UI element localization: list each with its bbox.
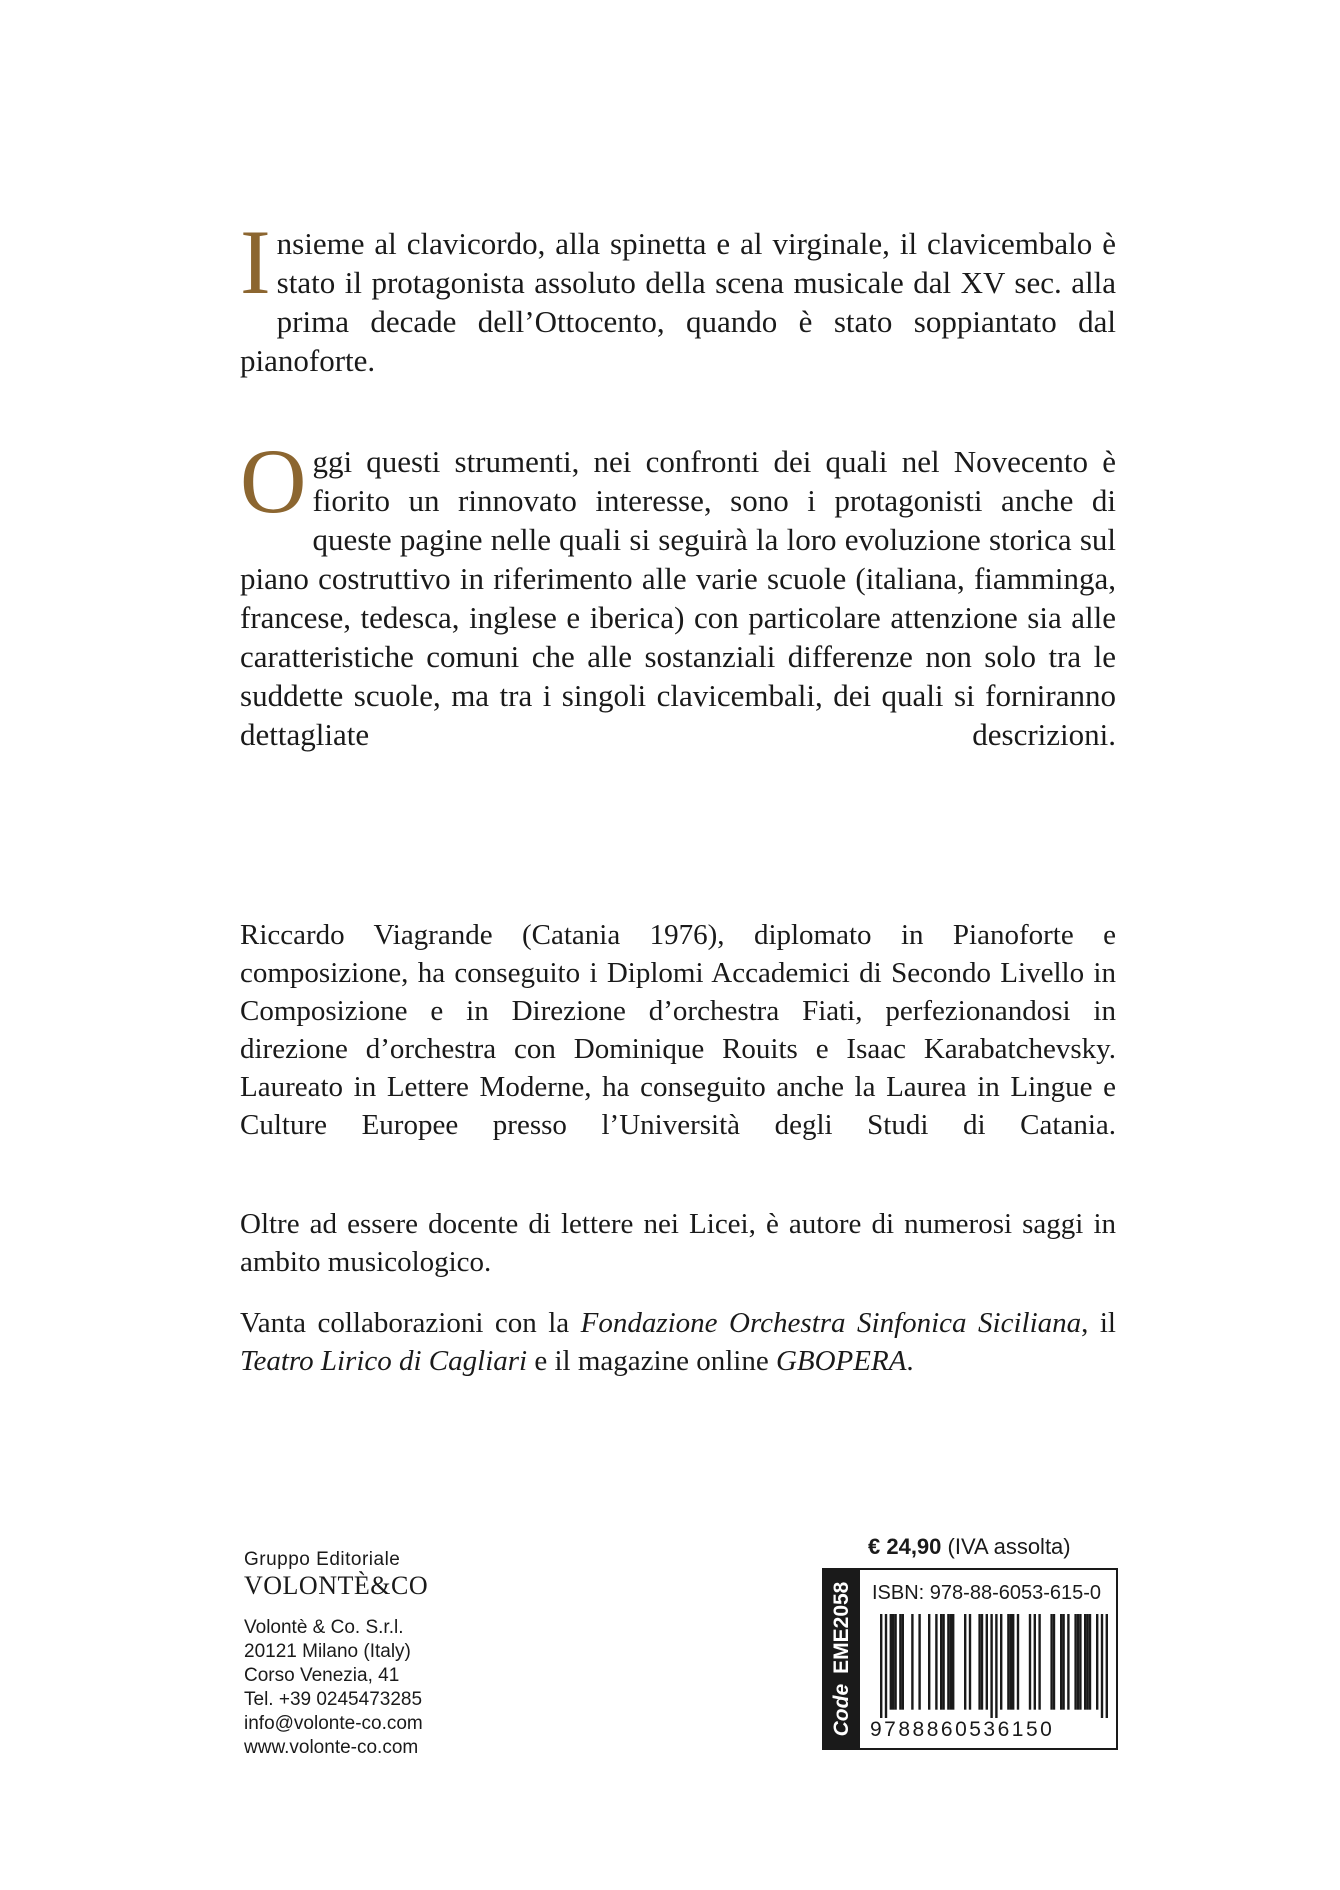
- price-amount: € 24,90: [868, 1534, 942, 1559]
- logo-part: VOLONTÈ: [244, 1571, 371, 1600]
- barcode-bar: [947, 1614, 949, 1710]
- barcode-bar: [1060, 1614, 1062, 1710]
- bio-text: .: [906, 1345, 914, 1377]
- bio-paragraph-1: Riccardo Viagrande (Catania 1976), diplomato in Pianoforte e composizione, ha conseguito i Diplomi Accademici di Secondo Livello in Composizione e in Direzione d’orchestra Fiati, perfezionandosi in direzione d’orchestra con Dominique Rouits e Isaac Karabatchevsky. Laureato in Lettere Moderne, ha conseguito anche la Laurea in Lingue e Culture Europee presso l’Università degli Studi di Catania.: [240, 919, 1116, 1141]
- barcode-bar: [1084, 1614, 1086, 1710]
- barcode-bar: [1079, 1614, 1081, 1710]
- dropcap-o: O: [240, 430, 307, 532]
- barcode-bar: [1010, 1614, 1012, 1710]
- publisher-logo: [244, 1571, 504, 1600]
- back-cover-blurb: [240, 211, 1116, 816]
- isbn-text: ISBN: 978-88-6053-615-0: [872, 1582, 1102, 1604]
- price-note: (IVA assolta): [947, 1534, 1071, 1559]
- blurb-text-1: nsieme al clavicordo, alla spinetta e al virginale, il clavicembalo è stato il protagonista assoluto della scena musicale dal XV sec. alla prima decade dell’Ottocento, quando è stato soppiantato dal pianoforte.: [240, 226, 1116, 378]
- barcode-bar: [1077, 1614, 1079, 1710]
- logo-ampersand: &: [370, 1571, 391, 1600]
- barcode-bar: [1029, 1614, 1031, 1710]
- logo-part: CO: [391, 1571, 429, 1600]
- barcode-box: [822, 1568, 1118, 1750]
- publisher-group-label: Gruppo Editoriale: [244, 1549, 401, 1570]
- publisher-block: [244, 1548, 504, 1760]
- code-strip: [824, 1570, 860, 1748]
- bio-text: , il: [1081, 1307, 1116, 1339]
- barcode-bar: [986, 1614, 988, 1710]
- bio-paragraph-3: [240, 1304, 1116, 1380]
- barcode-bar: [911, 1614, 913, 1710]
- price-label: [868, 1534, 1071, 1560]
- barcode-bar: [892, 1614, 894, 1710]
- barcode-bar: [981, 1614, 983, 1710]
- barcode-bar: [885, 1614, 887, 1718]
- dropcap-i: I: [240, 211, 271, 313]
- barcode-bar: [1096, 1614, 1098, 1710]
- barcode-bar: [1074, 1614, 1076, 1710]
- barcode-bar: [942, 1614, 944, 1710]
- author-bio: [240, 916, 1116, 1403]
- code-label: Code: [830, 1683, 853, 1737]
- bio-italic-magazine: GBOPERA: [775, 1345, 907, 1377]
- publisher-street: Corso Venezia, 41: [244, 1665, 400, 1686]
- barcode-bar: [935, 1614, 937, 1710]
- barcode-bar: [1034, 1614, 1036, 1710]
- barcode-bars: [880, 1614, 1108, 1718]
- barcode-bar: [969, 1614, 971, 1710]
- bio-paragraph-2: Oltre ad essere docente di lettere nei Licei, è autore di numerosi saggi in ambito musicologico.: [240, 1208, 1116, 1278]
- barcode-bar: [1089, 1614, 1091, 1710]
- code-value: EME2058: [830, 1581, 853, 1674]
- bio-text: Vanta collaborazioni con la: [240, 1307, 581, 1339]
- barcode-bar: [1086, 1614, 1088, 1710]
- barcode-bar: [918, 1614, 920, 1710]
- barcode-bar: [990, 1614, 992, 1718]
- barcode-bar: [1012, 1614, 1014, 1710]
- barcode-bar: [952, 1614, 954, 1710]
- publisher-phone: Tel. +39 0245473285: [244, 1689, 423, 1710]
- ean-digits: 9788860536150: [870, 1718, 1055, 1741]
- publisher-website: www.volonte-co.com: [244, 1737, 419, 1758]
- barcode-bar: [1017, 1614, 1019, 1710]
- publisher-email: info@volonte-co.com: [244, 1713, 423, 1734]
- barcode-bar: [964, 1614, 966, 1710]
- barcode-bar: [950, 1614, 952, 1710]
- barcode-bar: [894, 1614, 896, 1710]
- barcode-bar: [890, 1614, 892, 1710]
- barcode-bar: [1038, 1614, 1040, 1710]
- bio-italic-theatre: Teatro Lirico di Cagliari: [240, 1345, 528, 1377]
- barcode-bar: [1007, 1614, 1009, 1710]
- barcode-bar: [1062, 1614, 1064, 1710]
- barcode-bar: [940, 1614, 942, 1710]
- barcode-bar: [1106, 1614, 1108, 1718]
- barcode-bar: [1101, 1614, 1103, 1718]
- barcode-bar: [1067, 1614, 1069, 1710]
- product-code: [830, 1582, 854, 1737]
- blurb-paragraph-1: [240, 211, 1116, 419]
- barcode-bar: [902, 1614, 904, 1710]
- bio-italic-foundation: Fondazione Orchestra Sinfonica Siciliana: [580, 1307, 1082, 1339]
- barcode-bar: [880, 1614, 882, 1718]
- barcode-bar: [899, 1614, 901, 1710]
- publisher-city: 20121 Milano (Italy): [244, 1641, 411, 1662]
- bio-text: e il magazine online: [527, 1345, 776, 1377]
- blurb-paragraph-2: [240, 430, 1116, 793]
- publisher-company: Volontè & Co. S.r.l.: [244, 1617, 404, 1638]
- barcode-bar: [1050, 1614, 1052, 1710]
- blurb-text-2: ggi questi strumenti, nei confronti dei quali nel Novecento è fiorito un rinnovato interesse, sono i protagonisti anche di queste pagine nelle quali si seguirà la loro evoluzione storica sul piano costruttivo in riferimento alle varie scuole (italiana, fiamminga, francese, tedesca, inglese e iberica) con particolare attenzione sia alle caratteristiche comuni che alle sostanziali differenze non solo tra le suddette scuole, ma tra i singoli clavicembali, dei quali si forniranno dettagliate descrizioni.: [240, 444, 1116, 752]
- barcode-bar: [978, 1614, 980, 1710]
- barcode-bar: [1053, 1614, 1055, 1710]
- barcode-bar: [1000, 1614, 1002, 1710]
- barcode-bar: [995, 1614, 997, 1718]
- barcode-bar: [928, 1614, 930, 1710]
